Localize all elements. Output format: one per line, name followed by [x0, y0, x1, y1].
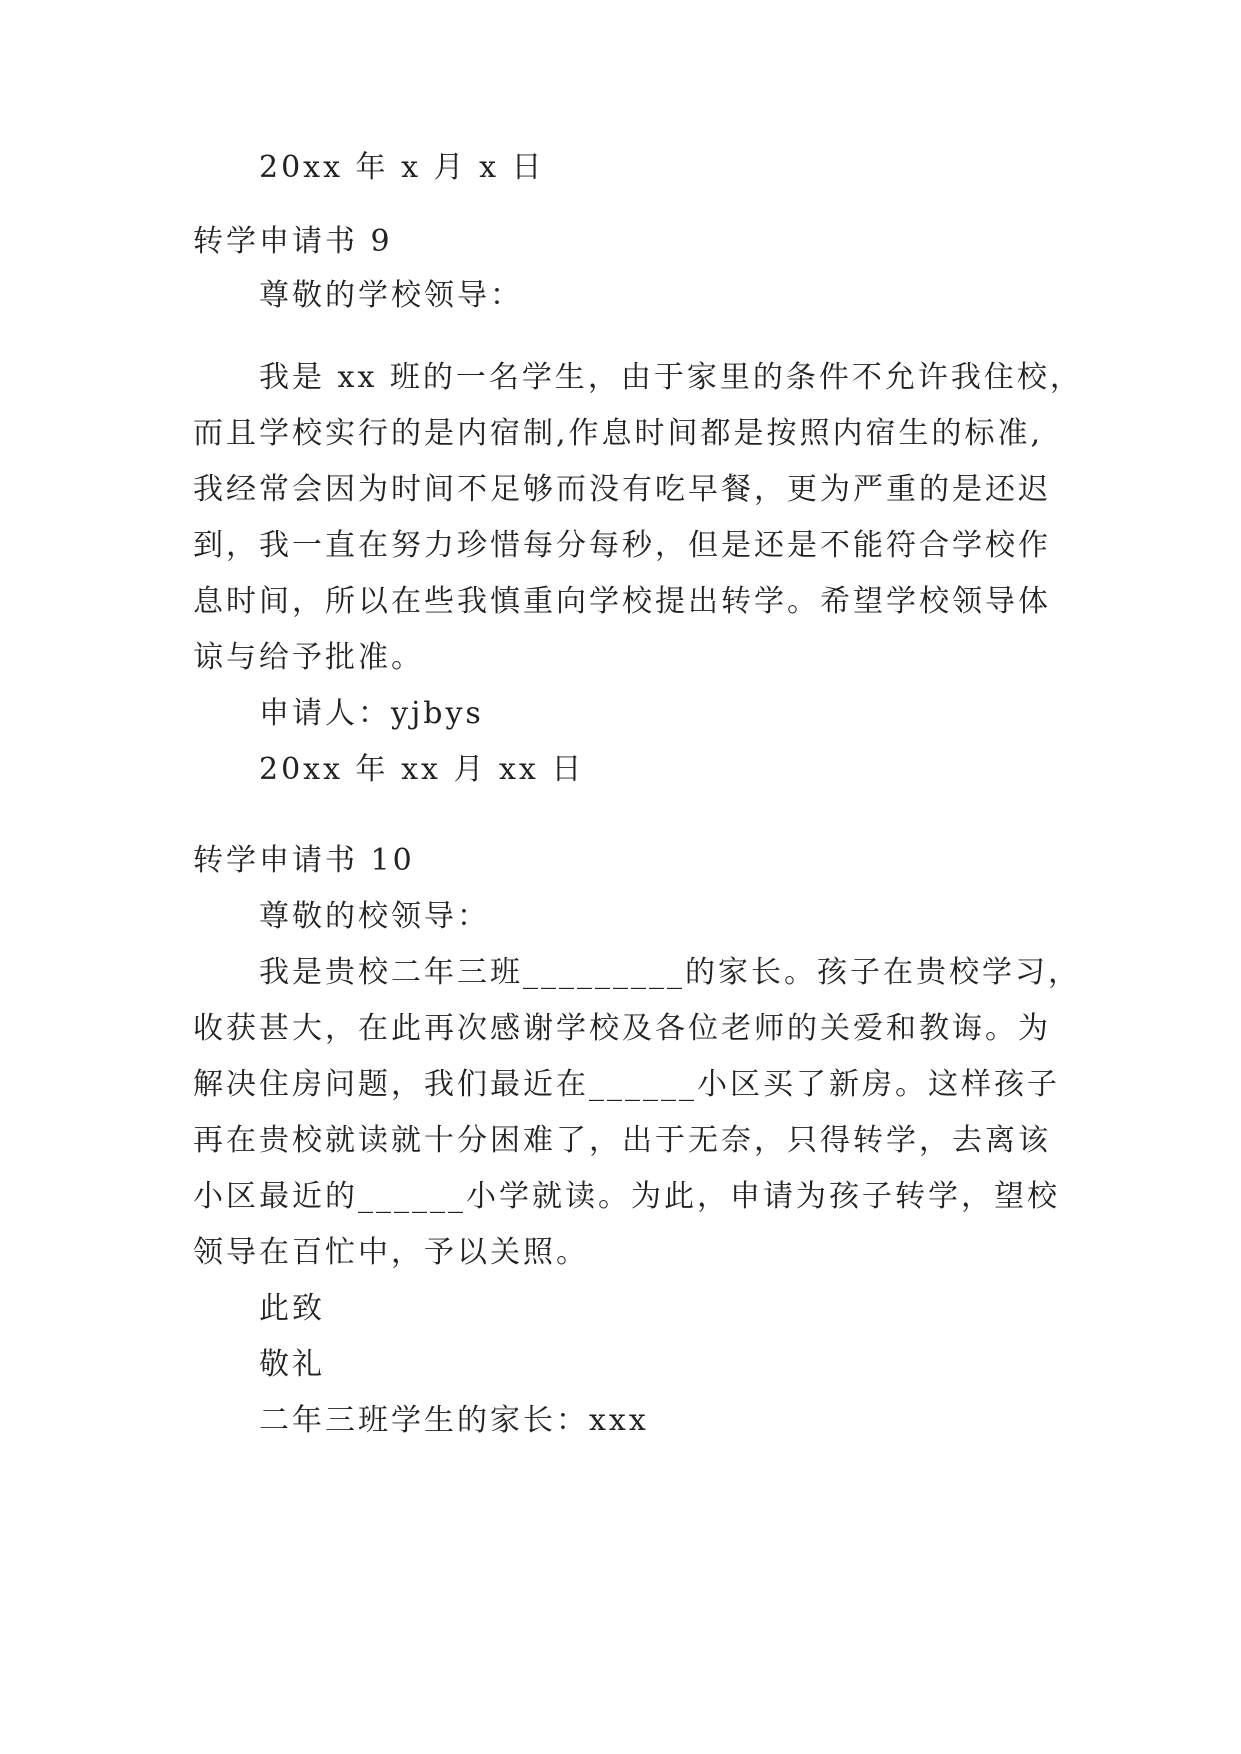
letter9-date: 20xx 年 xx 月 xx 日 [259, 752, 585, 787]
letter10-body-line: 小区最近的______小学就读。为此，申请为孩子转学，望校 [193, 1179, 1060, 1214]
letter10-body-line: 收获甚大，在此再次感谢学校及各位老师的关爱和教诲。为 [193, 1011, 1051, 1046]
letter10-body-line: 领导在百忙中，予以关照。 [193, 1235, 589, 1270]
letter10-body-line: 解决住房问题，我们最近在______小区买了新房。这样孩子 [193, 1067, 1060, 1102]
letter10-closing: 敬礼 [259, 1347, 325, 1382]
letter9-salutation: 尊敬的学校领导： [259, 278, 523, 313]
letter10-body-line: 我是贵校二年三班_________的家长。孩子在贵校学习， [259, 955, 1081, 990]
date-line: 20xx 年 x 月 x 日 [259, 150, 545, 185]
letter9-body-line: 息时间，所以在些我慎重向学校提出转学。希望学校领导体 [193, 584, 1051, 619]
letter10-salutation: 尊敬的校领导： [259, 899, 490, 934]
letter9-body-line: 我经常会因为时间不足够而没有吃早餐，更为严重的是还迟 [193, 472, 1051, 507]
letter9-body-line: 我是 xx 班的一名学生，由于家里的条件不允许我住校， [259, 360, 1083, 395]
letter9-body-line: 而且学校实行的是内宿制,作息时间都是按照内宿生的标准, [193, 416, 1044, 451]
letter9-body-line: 到，我一直在努力珍惜每分每秒，但是还是不能符合学校作 [193, 528, 1051, 563]
letter10-body-line: 再在贵校就读就十分困难了，出于无奈，只得转学，去离该 [193, 1123, 1051, 1158]
letter10-signature: 二年三班学生的家长：xxx [259, 1403, 649, 1438]
letter9-title: 转学申请书 9 [193, 224, 393, 259]
letter9-applicant: 申请人：yjbys [259, 696, 484, 731]
letter9-body-line: 谅与给予批准。 [193, 640, 424, 675]
letter10-closing: 此致 [259, 1291, 325, 1326]
letter10-title: 转学申请书 10 [193, 843, 415, 878]
